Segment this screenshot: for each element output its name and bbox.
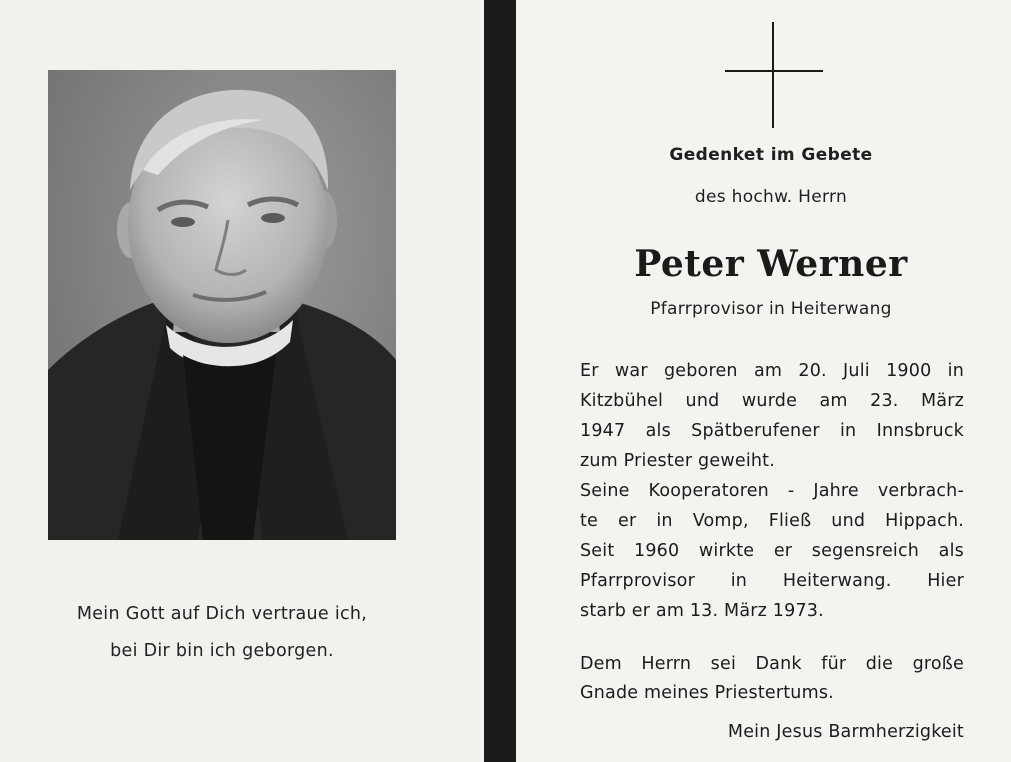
position-title: Pfarrprovisor in Heiterwang	[650, 299, 892, 319]
intro-heading: Gedenket im Gebete	[669, 145, 873, 165]
bio-line: Seit 1960 wirkte er segensreich als	[580, 541, 964, 561]
honorific-line: des hochw. Herrn	[694, 187, 848, 207]
thanks-line: Dem Herrn sei Dank für die große	[580, 654, 964, 674]
thanks-line: Gnade meines Priestertums.	[580, 683, 834, 703]
bio-line: starb er am 13. März 1973.	[580, 601, 824, 621]
thanks-paragraph	[580, 650, 964, 708]
deceased-name: Peter Werner	[634, 243, 908, 285]
biography	[580, 356, 964, 626]
bio-line: Kitzbühel und wurde am 23. März	[580, 391, 964, 411]
bio-line: te er in Vomp, Fließ und Hippach.	[580, 511, 964, 531]
bio-line: Seine Kooperatoren - Jahre verbrach-	[580, 481, 964, 501]
bio-line: 1947 als Spätberufener in Innsbruck	[580, 421, 964, 441]
bio-line: Pfarrprovisor in Heiterwang. Hier	[580, 571, 964, 591]
bio-line: Er war geboren am 20. Juli 1900 in	[580, 361, 964, 381]
portrait-illustration	[48, 70, 396, 540]
latin-cross-icon	[725, 22, 823, 128]
bio-line: zum Priester geweiht.	[580, 451, 775, 471]
mourning-band	[484, 0, 516, 762]
left-panel	[0, 0, 484, 762]
portrait-photo	[48, 70, 396, 540]
motto-line-2: bei Dir bin ich geborgen.	[110, 641, 334, 661]
motto-line-1: Mein Gott auf Dich vertraue ich,	[76, 604, 368, 624]
closing-prayer: Mein Jesus Barmherzigkeit	[727, 722, 964, 742]
